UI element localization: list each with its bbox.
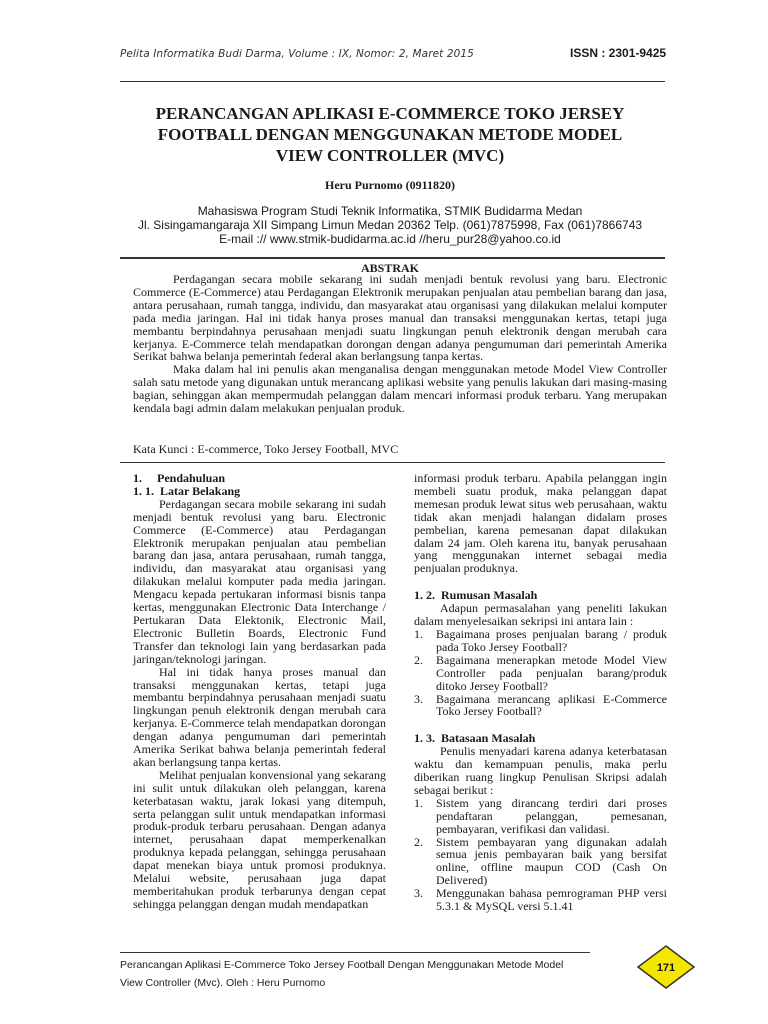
footer-line: Perancangan Aplikasi E-Commerce Toko Jersey Football Dengan Menggunakan Metode Model bbox=[120, 959, 564, 971]
page-number-badge bbox=[636, 944, 696, 990]
footer-divider bbox=[120, 952, 590, 953]
title-line: FOOTBALL DENGAN MENGGUNAKAN METODE MODEL bbox=[157, 125, 623, 144]
subsection-heading: 1. 2. Rumusan Masalah bbox=[414, 588, 538, 603]
right-column bbox=[414, 472, 667, 913]
title-line: PERANCANGAN APLIKASI E-COMMERCE TOKO JERSEY bbox=[155, 104, 625, 123]
list-number: 2. bbox=[414, 834, 423, 849]
journal-header: Pelita Informatika Budi Darma, Volume : IX, Nomor: 2, Maret 2015 bbox=[120, 48, 474, 60]
body-paragraph: Hal ini tidak hanya proses manual dan transaksi menggunakan kertas, tetapi juga membantu berpindahnya perusahaan menjadi suatu lingkungan penuh elektronik dengan merubah cara kerjanya. E-Commerce telah mendapatkan dorongan dengan adanya pengumuman dari pemerintah Amerika Serikat bahwa belanja pemerintah federal akan berlangsung tanpa kertas. bbox=[133, 664, 386, 769]
subsection-heading: 1. 1. Latar Belakang bbox=[133, 483, 241, 498]
list-text: Sistem yang dirancang terdiri dari proses pendaftaran pelanggan, pemesanan, pembayaran, verifikasi dan validasi. bbox=[436, 795, 667, 836]
page-footer bbox=[120, 956, 590, 992]
title-line: VIEW CONTROLLER (MVC) bbox=[275, 146, 505, 165]
list-text: Bagaimana proses penjualan barang / produk pada Toko Jersey Football? bbox=[436, 626, 667, 654]
issn-label: ISSN : 2301-9425 bbox=[570, 46, 667, 60]
list-text: Bagaimana merancang aplikasi E-Commerce Toko Jersey Football? bbox=[436, 691, 667, 719]
left-column bbox=[133, 472, 386, 911]
body-divider bbox=[120, 462, 665, 463]
affiliation-line: Mahasiswa Program Studi Teknik Informatika, STMIK Budidarma Medan bbox=[197, 204, 583, 218]
batasan-list bbox=[414, 797, 667, 913]
header-divider bbox=[120, 81, 665, 82]
body-paragraph: informasi produk terbaru. Apabila pelanggan ingin membeli suatu produk, maka pelanggan dapat memesan produk lewat situs web perusahaan, waktu tidak akan menjadi halangan didalam proses pembelian, karena pemesanan dapat dilakukan dalam 24 jam. Oleh karena itu, banyak perusahaan yang menggunakan internet sebagai media penjualan produknya. bbox=[414, 471, 667, 576]
list-number: 1. bbox=[414, 626, 423, 641]
section-heading: 1. Pendahuluan bbox=[133, 471, 226, 485]
list-item bbox=[414, 654, 667, 693]
list-item bbox=[414, 836, 667, 888]
affiliation bbox=[120, 204, 660, 246]
abstract-paragraph: Perdagangan secara mobile sekarang ini sudah menjadi bentuk revolusi yang baru. Electronic Commerce (E-Commerce) atau Perdagangan Elektronik merupakan penjualan atau pembelian barang dan jasa, antara perusahaan, rumah tangga, individu, dan masyarakat atau organisasi yang dilakukan melalui komputer pada media jaringan. Hal ini tidak hanya proses manual dan transaksi menggunakan kertas, tetapi juga membantu berpindahnya perusahaan menjadi suatu lingkungan penuh elektronik dengan merubah cara kerjanya. E-Commerce telah mendapatkan dorongan dengan adanya pengumuman dari pemerintah Amerika Serikat bahwa belanja pemerintah federal akan berlangsung tanpa kertas. bbox=[133, 272, 667, 364]
rumusan-list bbox=[414, 628, 667, 718]
body-paragraph: Melihat penjualan konvensional yang sekarang ini sulit untuk dilakukan oleh pelanggan, karena keterbatasan waktu, jarak lokasi yang ditempuh, serta pelanggan sulit untuk mendapatkan informasi produk-produk terbaru perusahaan. Dengan adanya internet, perusahaan dapat memperkenalkan produknya kepada pelanggan, sehingga perusahaan dapat menekan biaya untuk promosi produknya. Melalui website, perusahaan juga dapat memberitahukan produk terbarunya dengan cepat sehingga pelanggan dengan mudah mendapatkan bbox=[133, 767, 386, 911]
list-number: 1. bbox=[414, 795, 423, 810]
affiliation-line: Jl. Sisingamangaraja XII Simpang Limun Medan 20362 Telp. (061)7875998, Fax (061)7866743 bbox=[137, 218, 643, 232]
abstract-heading: ABSTRAK bbox=[360, 261, 419, 275]
list-text: Menggunakan bahasa pemrograman PHP versi 5.3.1 & MySQL versi 5.1.41 bbox=[436, 886, 667, 914]
abstract-paragraph: Maka dalam hal ini penulis akan menganalisa dengan menggunakan metode Model View Controller salah satu metode yang digunakan untuk merancang aplikasi website yang penulis lakukan dari masing-masing bagian, sehinggan akan mempermudah pelanggan dalam mencari informasi produk terbaru. Yang merupakan kendala bagi admin dalam melakukan penjualan produk. bbox=[133, 362, 667, 416]
list-text: Sistem pembayaran yang digunakan adalah semua jenis pembayaran baik yang bersifat online, offline maupun COD (Cash On Delivered) bbox=[436, 834, 667, 888]
list-item bbox=[414, 628, 667, 654]
abstract-body bbox=[133, 273, 667, 415]
list-item bbox=[414, 887, 667, 913]
body-paragraph: Penulis menyadari karena adanya keterbatasan waktu dan kemampuan penulis, maka perlu diberikan ruang lingkup Penulisan Skripsi adalah sebagai berikut : bbox=[414, 744, 667, 797]
body-paragraph: Adapun permasalahan yang peneliti lakukan dalam menyelesaikan sekripsi ini antara lain : bbox=[414, 601, 667, 629]
list-number: 3. bbox=[414, 691, 423, 706]
page-number: 171 bbox=[656, 962, 676, 974]
abstract-divider bbox=[120, 257, 665, 259]
paper-title bbox=[120, 103, 660, 166]
subsection-heading: 1. 3. Batasaan Masalah bbox=[414, 731, 536, 746]
list-number: 3. bbox=[414, 886, 423, 901]
body-paragraph: Perdagangan secara mobile sekarang ini sudah menjadi bentuk revolusi yang baru. Electronic Commerce (E-Commerce) atau Perdagangan Elektronik merupakan penjualan atau pembelian barang dan jasa, antara perusahaan, rumah tangga, individu, dan masyarakat atau organisasi yang dilakukan melalui komputer pada media jaringan. Mengacu kepada pertukaran informasi bisnis tanpa kertas, menggunakan Electronic Data Interchange / Pertukaran Data Elektonik, Electronic Mail, Electronic Bulletin Boards, Electronic Fund Transfer dan teknologi lain yang berdasarkan pada jaringan/teknologi jaringan. bbox=[133, 496, 386, 666]
list-text: Bagaimana menerapkan metode Model View Controller pada penjualan barang/produk ditoko Jersey Football? bbox=[436, 652, 667, 693]
affiliation-line: E-mail :// www.stmik-budidarma.ac.id //heru_pur28@yahoo.co.id bbox=[219, 232, 561, 246]
author-name: Heru Purnomo (0911820) bbox=[325, 178, 455, 192]
keywords: Kata Kunci : E-commerce, Toko Jersey Football, MVC bbox=[133, 442, 399, 456]
list-number: 2. bbox=[414, 652, 423, 667]
footer-line: View Controller (Mvc). Oleh : Heru Purnomo bbox=[120, 977, 326, 989]
list-item bbox=[414, 797, 667, 836]
list-item bbox=[414, 693, 667, 719]
